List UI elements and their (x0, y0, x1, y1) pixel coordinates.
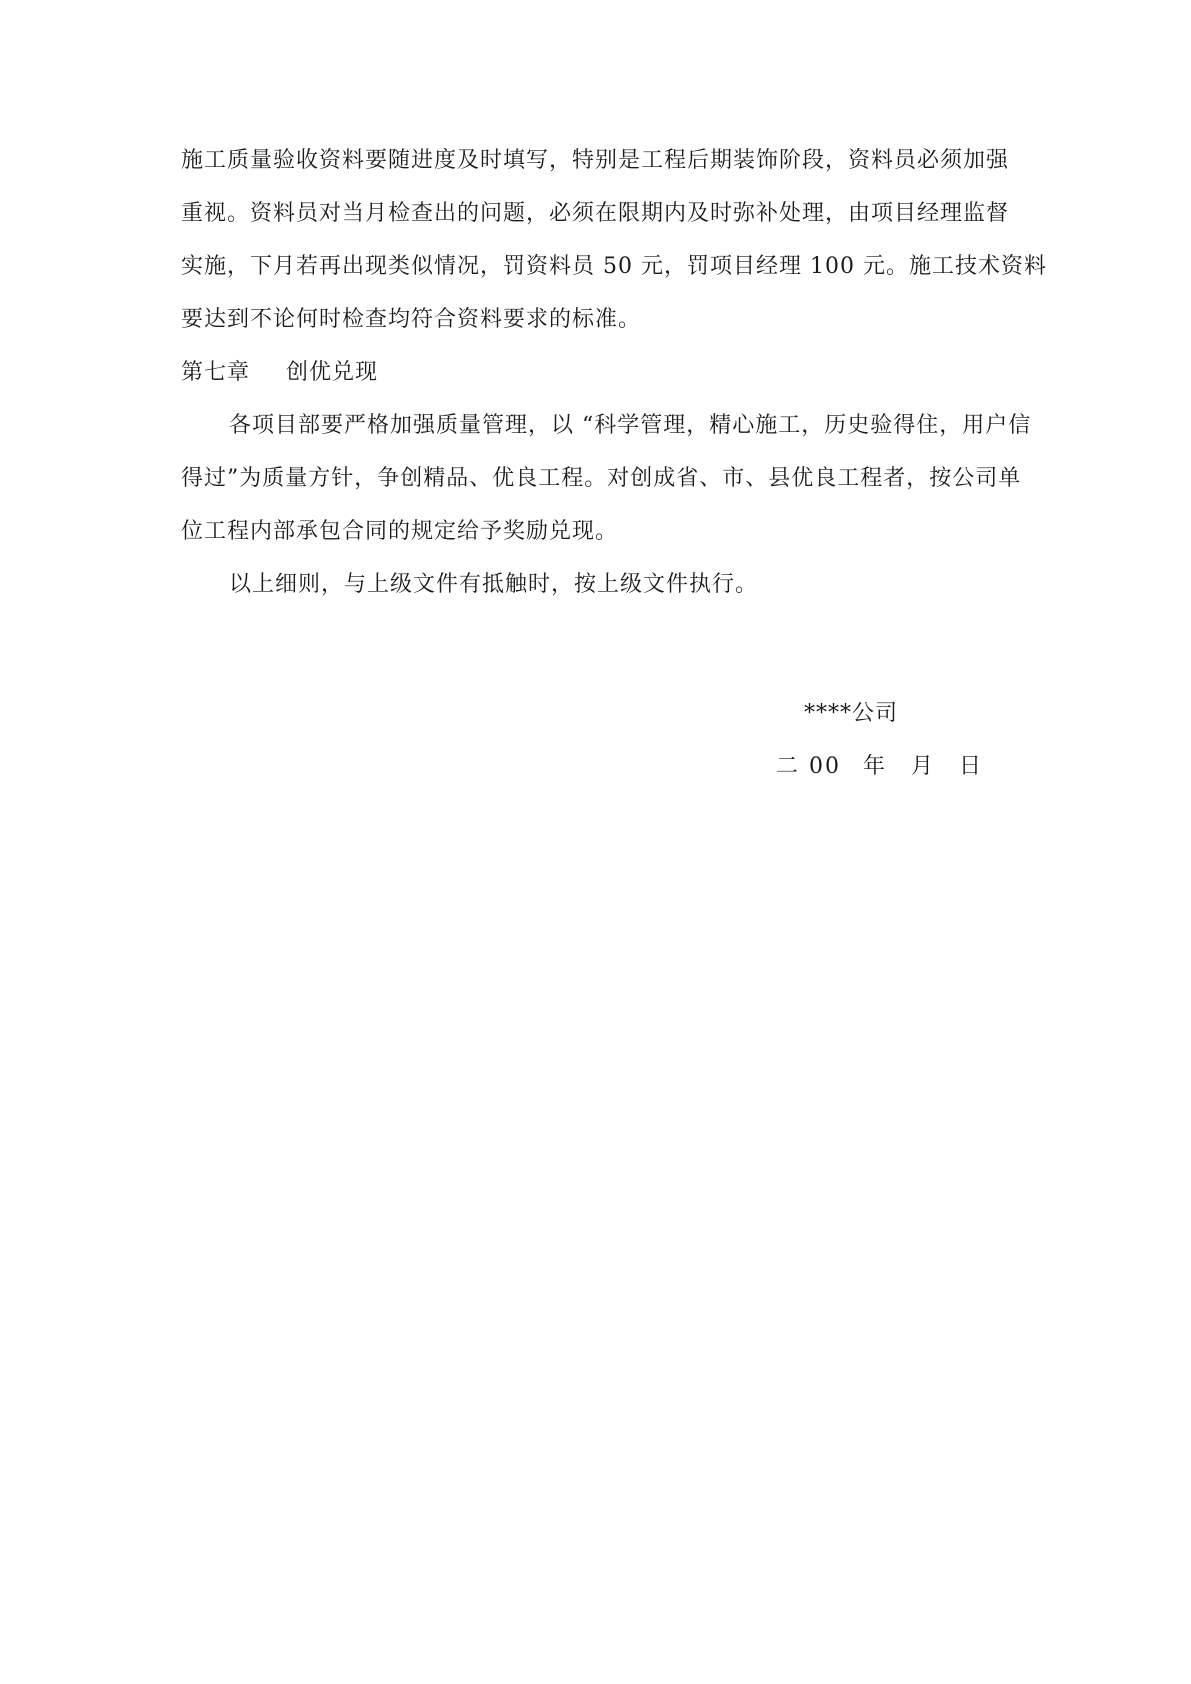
date-day-label: 日 (959, 754, 984, 779)
signature-date (776, 752, 983, 782)
paragraph1-line-1: 施工质量验收资料要随进度及时填写，特别是工程后期装饰阶段，资料员必须加强 (181, 148, 1010, 173)
date-month-label: 月 (911, 754, 936, 779)
date-year-label: 年 (863, 754, 888, 779)
chapter-heading (181, 358, 378, 388)
paragraph2-line-3: 位工程内部承包合同的规定给予奖励兑现。 (181, 519, 619, 544)
chapter-number: 第七章 (181, 360, 251, 385)
paragraph1-line-3: 实施，下月若再出现类似情况，罚资料员 50 元，罚项目经理 100 元。施工技术资料 (181, 254, 1047, 279)
paragraph2-line-1: 各项目部要严格加强质量管理，以 “科学管理，精心施工，历史验得住，用户信 (229, 413, 1032, 438)
date-year-prefix: 二 00 (776, 754, 841, 779)
signature-company: ****公司 (804, 701, 899, 726)
paragraph1-line-4: 要达到不论何时检查均符合资料要求的标准。 (181, 307, 642, 332)
chapter-title: 创优兑现 (286, 360, 379, 385)
paragraph1-line-2: 重视。资料员对当月检查出的问题，必须在限期内及时弥补处理，由项目经理监督 (181, 201, 1010, 226)
paragraph2-line-2: 得过”为质量方针，争创精品、优良工程。对创成省、市、县优良工程者，按公司单 (181, 466, 1022, 491)
paragraph3-line-1: 以上细则，与上级文件有抵触时，按上级文件执行。 (229, 572, 759, 597)
